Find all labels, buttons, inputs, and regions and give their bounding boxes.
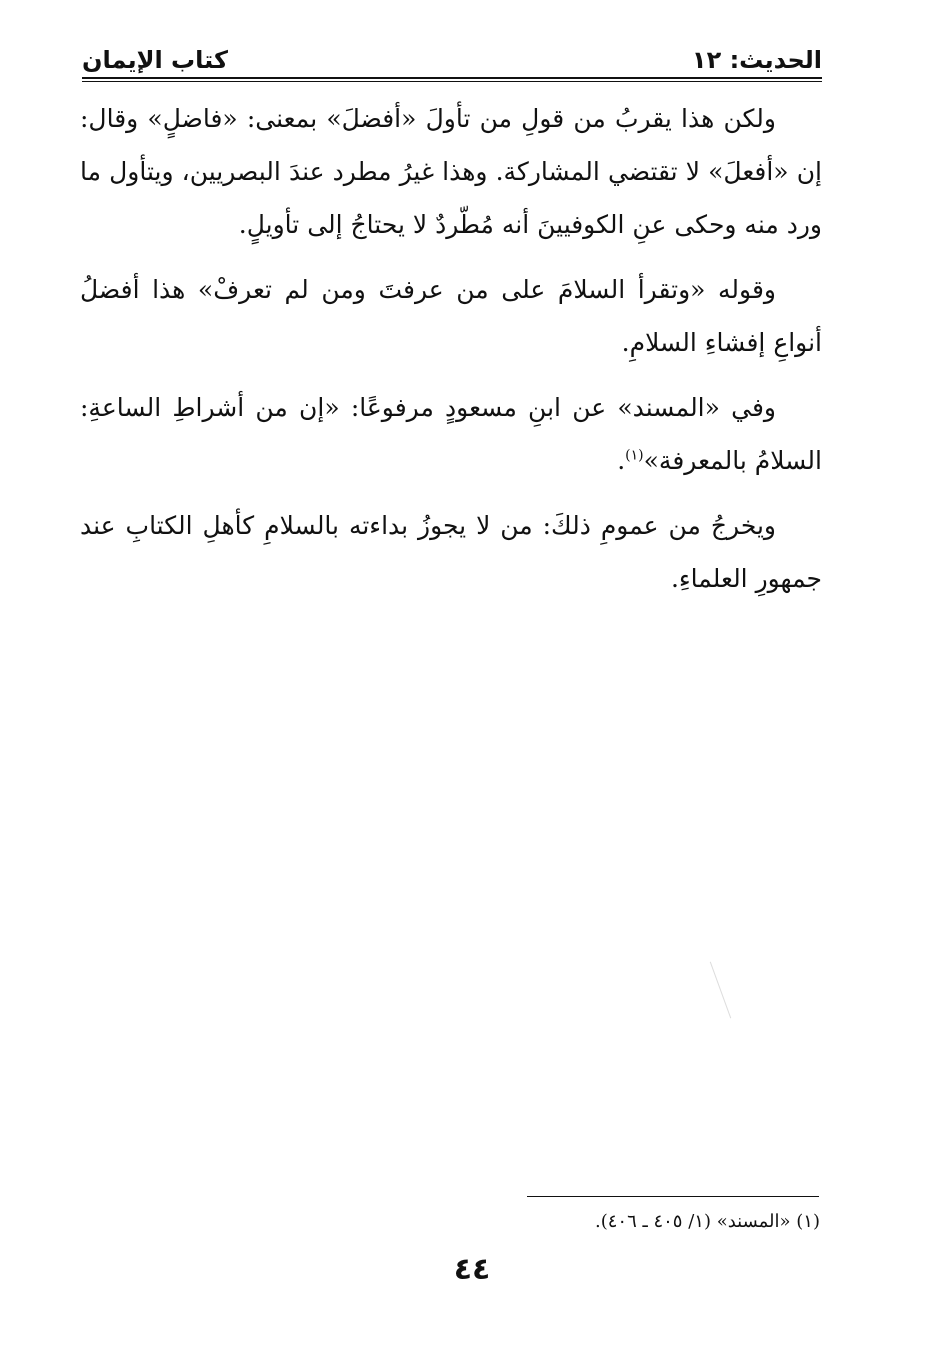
paragraph-3-end: . xyxy=(617,446,626,475)
header-divider-thin xyxy=(82,81,822,82)
footnote-divider xyxy=(527,1196,819,1197)
paragraph-3-text: وفي «المسند» عن ابنِ مسعودٍ مرفوعًا: «إن من أشراطِ الساعةِ: السلامُ بالمعرفة» xyxy=(80,393,822,475)
scan-artifact xyxy=(710,962,731,1019)
page-number: ٤٤ xyxy=(453,1252,491,1287)
header-divider xyxy=(82,77,822,79)
paragraph-1: ولكن هذا يقربُ من قولِ من تأولَ «أفضلَ» بمعنى: «فاضلٍ» وقال: إن «أفعلَ» لا تقتضي المشاركة. وهذا غيرُ مطرد عندَ البصريين، ويتأول ما ورد منه وحكى عنِ الكوفيينَ أنه مُطّردٌ لا يحتاجُ إلى تأويلٍ. xyxy=(80,104,822,239)
paragraph-4: ويخرجُ من عمومِ ذلكَ: من لا يجوزُ بداءته بالسلامِ كأهلِ الكتابِ عند جمهورِ العلماءِ. xyxy=(80,511,822,593)
paragraph-3 xyxy=(80,381,822,487)
hadith-number-title: الحديث: ١٢ xyxy=(691,46,822,74)
page-header xyxy=(82,30,822,74)
paragraph-2: وقوله «وتقرأ السلامَ على من عرفتَ ومن لم تعرفْ» هذا أفضلُ أنواعِ إفشاءِ السلامِ. xyxy=(80,275,822,357)
book-title: كتاب الإيمان xyxy=(82,46,228,74)
main-text xyxy=(80,92,822,617)
footnote: (١) «المسند» (١/ ٤٠٥ ـ ٤٠٦). xyxy=(594,1211,820,1232)
footnote-reference[interactable]: (١) xyxy=(625,447,644,464)
